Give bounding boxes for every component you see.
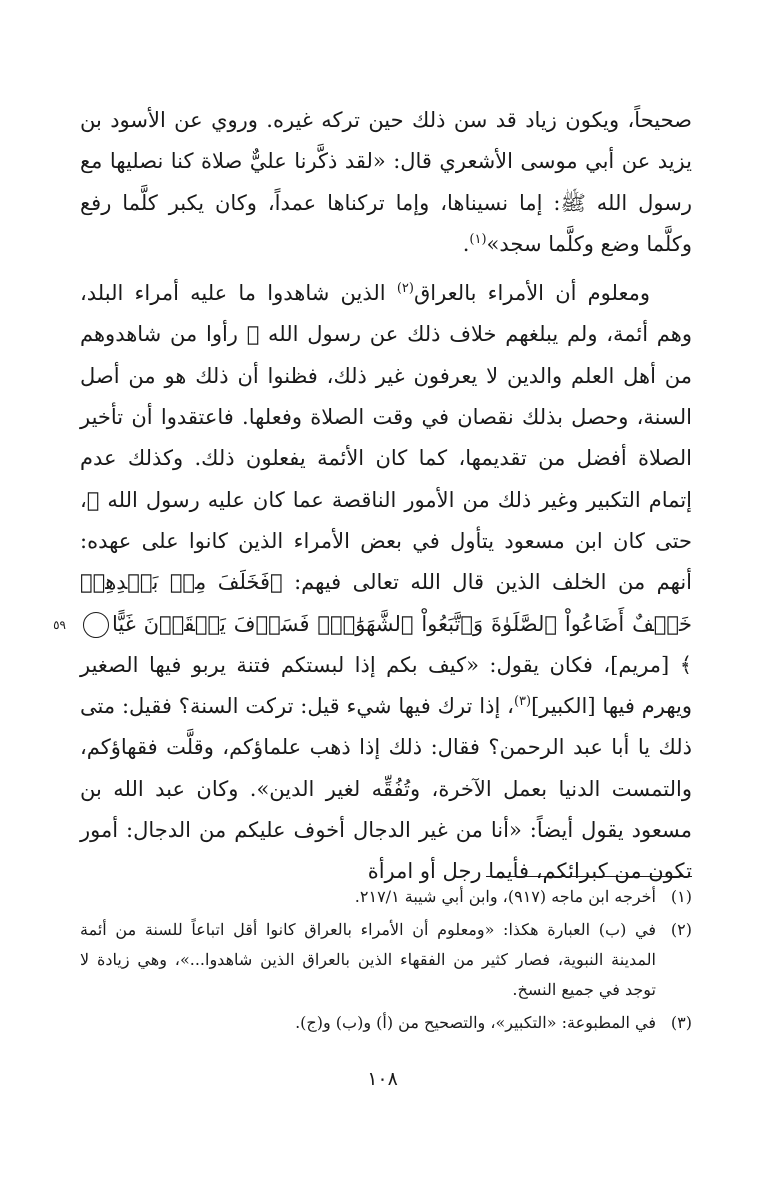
footnote-1 — [80, 882, 692, 912]
footnote-ref-2[interactable]: (٢) — [396, 281, 414, 297]
footnote-2-text: في (ب) العبارة هكذا: «ومعلوم أن الأمراء بالعراق كانوا أقل اتباعاً للسنة من أئمة المدينة النبوية، فصار كثير من الفقهاء الذين بالعراق الذين شاهدوا...»، وهي زيادة لا توجد في جميع النسخ. — [80, 920, 656, 999]
quran-verse: ﴿فَخَلَفَ مِنۢ بَعۡدِهِمۡ خَلۡفٌ أَضَاعُواْ ٱلصَّلَوٰةَ وَٱتَّبَعُواْ ٱلشَّهَوَٰتِۖ فَسَوۡفَ يَلۡقَوۡنَ غَيًّا — [80, 570, 692, 636]
footnote-2 — [80, 915, 692, 1005]
paragraph-2-text-d: ، إذا ترك فيها شيء قيل: تركت السنة؟ فقيل: متى ذلك يا أبا عبد الرحمن؟ فقال: ذلك إذا ذهب علماؤكم، وقلَّت فقهاؤكم، والتمست الدنيا بعمل الآخرة، وتُفُقِّه لغير الدين». وكان عبد الله بن مسعود يقول أيضاً: «أنا من غير الدجال أخوف عليكم من الدجال: أمور تكون من كبرائكم، فأيما رجل أو امرأة — [80, 694, 692, 884]
paragraph-1 — [80, 100, 692, 265]
quran-close-bracket: ﴾ — [679, 652, 692, 677]
paragraph-1-text: صحيحاً، ويكون زياد قد سن ذلك حين تركه غيره. وروي عن الأسود بن يزيد عن أبي موسى الأشعري قال: «لقد ذكَّرنا عليٌّ صلاة كنا نصليها مع رسول الله ﷺ: إما نسيناها، وإما تركناها عمداً، وكان يكبر كلَّما رفع وكلَّما وضع وكلَّما سجد» — [80, 108, 692, 256]
footnote-2-number: (٢) — [670, 920, 692, 939]
paragraph-2-text-c: ، فكان يقول: «كيف بكم إذا لبستكم فتنة يربو فيها الصغير ويهرم فيها [الكبير] — [80, 652, 692, 719]
footnote-separator — [486, 876, 692, 877]
footnotes — [80, 880, 692, 1038]
paragraph-2-text-b: الذين شاهدوا ما عليه أمراء البلد، وهم أئمة، ولم يبلغهم خلاف ذلك عن رسول الله ﷺ رأوا من شاهدوهم من أهل العلم والدين لا يعرفون غير ذلك، فظنوا أن ذلك هو من أصل السنة، وحصل بذلك نقصان في وقت الصلاة وفعلها. فاعتقدوا أن تأخير الصلاة أفضل من تقديمها، كما كان الأئمة يفعلون ذلك. وكذلك عدم إتمام التكبير وغير ذلك من الأمور الناقصة عما كان عليه رسول الله ﷺ، حتى كان ابن مسعود يتأول في بعض الأمراء الذين كانوا على عهده: أنهم من الخلف الذين قال الله تعالى فيهم: — [80, 281, 692, 595]
main-text — [53, 100, 692, 893]
footnote-3 — [80, 1008, 692, 1038]
footnote-1-text: أخرجه ابن ماجه (٩١٧)، وابن أبي شيبة ٢١٧/١. — [354, 887, 656, 906]
footnote-ref-3[interactable]: (٣) — [513, 694, 532, 710]
paragraph-1-end: . — [462, 231, 470, 256]
footnote-3-text: في المطبوعة: «التكبير»، والتصحيح من (أ) و(ب) و(ج). — [295, 1013, 656, 1032]
page-number: ١٠٨ — [367, 1068, 398, 1090]
surah-name: [مريم] — [610, 652, 680, 677]
paragraph-2-text-a: ومعلوم أن الأمراء بالعراق — [413, 281, 650, 306]
footnote-3-number: (٣) — [670, 1013, 692, 1032]
paragraph-2 — [53, 273, 692, 892]
ayah-number-marker: ٥٩ — [83, 612, 109, 638]
footnote-ref-1[interactable]: (١) — [469, 231, 487, 247]
footnote-1-number: (١) — [670, 887, 692, 906]
